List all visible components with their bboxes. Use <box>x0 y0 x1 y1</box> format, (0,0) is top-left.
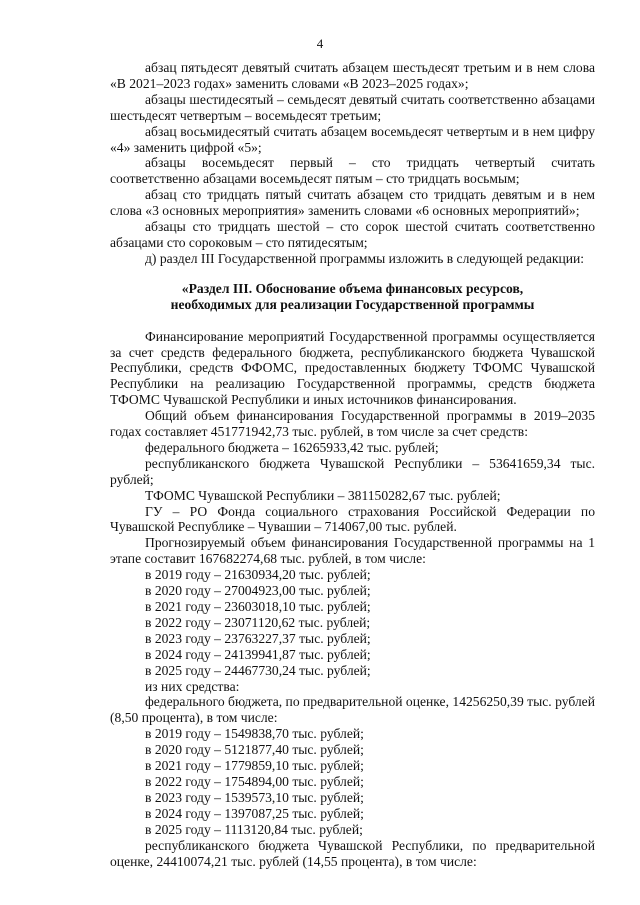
total-financing-paragraph: Общий объем финансирования Государственной программы в 2019–2035 годах составляет 451771942,73 тыс. рублей, в том числе за счет средств: <box>110 408 595 440</box>
stage1-year-item: в 2023 году – 23763227,37 тыс. рублей; <box>145 630 371 646</box>
section-heading <box>110 281 595 313</box>
stage1-year-item: в 2020 году – 27004923,00 тыс. рублей; <box>145 583 371 599</box>
amendment-paragraph: абзац восьмидесятый считать абзацем восемьдесят четвертым и в нем цифру «4» заменить цифрой «5»; <box>110 123 595 155</box>
section-heading-line-2: необходимых для реализации Государственной программы <box>170 296 535 312</box>
amendment-paragraph: абзац сто тридцать пятый считать абзацем сто тридцать девятым и в нем слова «3 основных мероприятия» заменить словами «6 основных мероприятий»; <box>110 187 595 219</box>
federal-year-item: в 2024 году – 1397087,25 тыс. рублей; <box>145 805 364 821</box>
amendment-paragraph: д) раздел III Государственной программы изложить в следующей редакции: <box>145 250 585 266</box>
stage1-year-item: в 2025 году – 24467730,24 тыс. рублей; <box>145 662 371 678</box>
stage1-year-item: в 2021 году – 23603018,10 тыс. рублей; <box>145 599 371 614</box>
amendment-paragraph: абзацы шестидесятый – семьдесят девятый считать соответственно абзацами шестьдесят четвертым – восемьдесят третьим; <box>110 91 595 123</box>
stage1-year-item: в 2019 году – 21630934,20 тыс. рублей; <box>145 567 371 583</box>
federal-year-item: в 2023 году – 1539573,10 тыс. рублей; <box>145 789 364 805</box>
from-sources-label: из них средства: <box>145 678 240 694</box>
amendment-paragraph: абзацы сто тридцать шестой – сто сорок шестой считать соответственно абзацами сто сороковым – сто пятидесятым; <box>110 219 595 250</box>
financing-intro-paragraph: Финансирование мероприятий Государственной программы осуществляется за счет средств федерального бюджета, республиканского бюджета Чувашской Республики, средств ФФОМС, предоставленных бюджету ТФОМС Чувашской Республики на реализацию Государственной программы, средств бюджета ТФОМС Чувашской Республики и иных источников финансирования. <box>110 328 595 408</box>
amendment-paragraph: абзац пятьдесят девятый считать абзацем шестьдесят третьим и в нем слова «В 2021–2023 годах» заменить словами «В 2023–2025 годах»; <box>110 60 595 91</box>
federal-year-item: в 2020 году – 5121877,40 тыс. рублей; <box>145 742 364 758</box>
stage1-financing-paragraph: Прогнозируемый объем финансирования Государственной программы на 1 этапе составит 167682274,68 тыс. рублей, в том числе: <box>110 535 595 567</box>
federal-year-item: в 2019 году – 1549838,70 тыс. рублей; <box>145 726 364 742</box>
republican-budget-paragraph: республиканского бюджета Чувашской Республики, по предварительной оценке, 24410074,21 тыс. рублей (14,55 процента), в том числе: <box>110 837 595 869</box>
page-number: 4 <box>316 36 324 51</box>
federal-year-item: в 2021 году – 1779859,10 тыс. рублей; <box>145 758 364 774</box>
document-body <box>110 60 595 869</box>
federal-year-item: в 2025 году – 1113120,84 тыс. рублей; <box>145 821 363 837</box>
source-republican-budget: республиканского бюджета Чувашской Республики – 53641659,34 тыс. рублей; <box>110 455 595 487</box>
source-federal-budget: федерального бюджета – 16265933,42 тыс. рублей; <box>145 439 439 455</box>
source-social-insurance-fund: ГУ – РО Фонда социального страхования Российской Федерации по Чувашской Республике – Чувашии – 714067,00 тыс. рублей. <box>110 503 595 535</box>
federal-budget-paragraph: федерального бюджета, по предварительной оценке, 14256250,39 тыс. рублей (8,50 процента), в том числе: <box>110 694 595 726</box>
stage1-year-item: в 2022 году – 23071120,62 тыс. рублей; <box>145 614 371 630</box>
stage1-year-item: в 2024 году – 24139941,87 тыс. рублей; <box>145 646 371 662</box>
federal-year-item: в 2022 году – 1754894,00 тыс. рублей; <box>145 773 364 789</box>
section-heading-line-1: «Раздел III. Обоснование объема финансовых ресурсов, <box>181 280 524 296</box>
amendment-paragraph: абзацы восемьдесят первый – сто тридцать четвертый считать соответственно абзацами восемьдесят пятым – сто тридцать восьмым; <box>110 155 595 187</box>
source-tfoms: ТФОМС Чувашской Республики – 381150282,67 тыс. рублей; <box>145 487 501 503</box>
